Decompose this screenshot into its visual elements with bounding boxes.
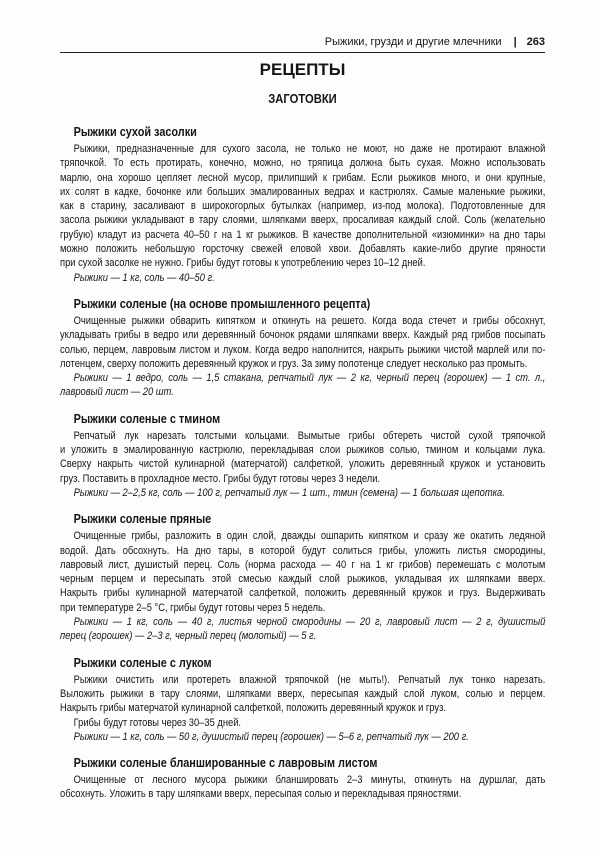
recipe-section [60, 754, 545, 802]
paragraph-line: марлю, она хорошо цепляет лесной мусор, прилипший к грибам. Если рыжиков много, и они крупные, [60, 171, 546, 184]
ingredients-line: Рыжики — 1 ведро, соль — 1,5 стакана, репчатый лук — 2 кг, черный перец (горошек) — 1 ст. л., [73, 372, 546, 385]
paragraph-line: и уложить в эмалированную кастрюлю, перекладывая слои рыжиков солью, тмином и кольцами лука. [60, 444, 546, 457]
paragraph-line: Выложить рыжики в тару слоями, шляпками вверх, пересыпая каждый слой луком, солью и перцем. [60, 687, 546, 700]
paragraph-line: Очищенные грибы, разложить в один слой, дважды ошпарить кипятком и сразу же окатить ледяной [73, 530, 546, 543]
recipe-section [60, 654, 545, 744]
paragraph-line: солью, перцем, лавровым листом и луком. Когда ведро наполнится, накрыть рыжики чистой марлей или по- [60, 343, 546, 356]
running-header [60, 36, 545, 53]
paragraph-line: Грибы будут готовы через 30–35 дней. [73, 716, 242, 729]
paragraph-line: грубую) кладут из расчета 40–50 г на 1 кг рыжиков. В качестве дополнительной «изюминки» на дно тары [60, 228, 546, 241]
running-title: Рыжики, грузди и другие млечники [324, 36, 502, 48]
paragraph-line: при сухой засолке не нужно. Грибы будут готовы к употреблению через 10–12 дней. [60, 257, 426, 270]
paragraph-line: как в старину, засаливают в широкогорлых бутылках (например, из-под молока). Подготовленные для [60, 200, 546, 213]
paragraph-line: их солят в кадке, бочонке или больших эмалированных ведрах и кастрюлях. Самые маленькие рыжики, [60, 185, 546, 198]
paragraph-line: Репчатый лук нарезать толстыми кольцами. Вымытые грибы обтереть чистой сухой тряпочкой [73, 429, 546, 442]
paragraph-line: водой. Дать обсохнуть. На дно тары, в которой будут солиться грибы, уложить листья смородины, [60, 544, 546, 557]
paragraph-line: можно положить небольшую горсточку свежей еловой хвои. Добавлять какие-либо другие пряности [60, 243, 546, 256]
recipe-title: Рыжики соленые бланшированные с лавровым листом [73, 755, 378, 771]
recipe-title: Рыжики соленые с луком [73, 654, 212, 670]
recipe-section [60, 510, 545, 643]
paragraph-line: при температуре 2–5 °C, грибы будут готовы через 5 недель. [60, 601, 326, 614]
recipe-title: Рыжики соленые (на основе промышленного рецепта) [73, 295, 371, 311]
recipe-title: Рыжики соленые пряные [73, 511, 212, 527]
recipe-section [60, 295, 545, 400]
paragraph-line: черным перцем и пересыпать этой смесью каждый слой рыжиков, укладывая их шляпками вверх. [60, 573, 546, 586]
header-separator: | [513, 36, 517, 48]
ingredients-line: Рыжики — 1 кг, соль — 40–50 г. [73, 271, 215, 284]
paragraph-line: укладывать грибы в ведро или деревянный бочонок рядами шляпками вверх. Каждый ряд грибов посыпать [60, 329, 546, 342]
paragraph-line: Очищенные от лесного мусора рыжики бланшировать 2–3 минуты, откинуть на дуршлаг, дать [73, 774, 546, 787]
paragraph-line: лотенцем, сверху положить деревянный кружок и груз. За зиму полотенце следует несколько раз промыть. [60, 357, 528, 370]
ingredients-line: Рыжики — 1 кг, соль — 40 г, листья черной смородины — 20 г, лавровый лист — 2 г, душистый [73, 616, 546, 629]
paragraph-line: Рыжики, предназначенные для сухого засола, не только не моют, но даже не протирают влажной [73, 143, 546, 155]
paragraph-line: Рыжики очистить или протереть влажной тряпочкой (не мыть!). Репчатый лук тонко нарезать. [73, 673, 546, 686]
paragraph-line: тряпочкой. То есть протирать, конечно, можно, но тряпица должна быть сухая. Можно использовать [60, 157, 546, 170]
ingredients-line: лавровый лист — 20 шт. [60, 386, 174, 399]
recipe-section [60, 410, 545, 500]
page-title: РЕЦЕПТЫ [259, 60, 346, 79]
recipes-content [60, 123, 545, 802]
page-subtitle: ЗАГОТОВКИ [268, 92, 337, 106]
recipe-title: Рыжики соленые с тмином [73, 410, 221, 426]
ingredients-line: Рыжики — 1 кг, соль — 50 г, душистый перец (горошек) — 5–6 г, репчатый лук — 200 г. [73, 730, 469, 743]
paragraph-line: Накрыть грибы матерчатой кулинарной салфеткой, положить деревянный кружок и груз. [60, 702, 446, 715]
paragraph-line: Накрыть грибы кулинарной матерчатой салфеткой, положить деревянный кружок и груз. Выдерживать [60, 587, 546, 600]
ingredients-line: перец (горошек) — 2–3 г, черный перец (молотый) — 5 г. [60, 630, 317, 643]
paragraph-line: лавровый лист, душистый перец. Соль (норма расхода — 40 г на 1 кг грибов) перемешать с молотым [60, 558, 546, 571]
recipe-section [60, 123, 545, 285]
recipe-title: Рыжики сухой засолки [73, 124, 197, 139]
paragraph-line: груз. Поставить в прохладное место. Грибы будут готовы через 3 недели. [60, 472, 381, 485]
paragraph-line: засола рыжики укладывают в тару слоями, шляпками вверх, просаливая каждый слой. Соль (желательно [60, 214, 546, 227]
page-number: 263 [526, 36, 545, 48]
paragraph-line: обсохнуть. Уложить в тару шляпками вверх, пересыпая солью и перекладывая пряностями. [60, 788, 462, 801]
paragraph-line: Очищенные рыжики обварить кипятком и откинуть на решето. Когда вода стечет и грибы обсохнут, [73, 314, 546, 327]
paragraph-line: Сверху накрыть чистой кулинарной (матерчатой) салфеткой, уложить деревянный кружок и установить [60, 458, 546, 471]
ingredients-line: Рыжики — 2–2,5 кг, соль — 100 г, репчатый лук — 1 шт., тмин (семена) — 1 большая щепотка. [73, 486, 505, 499]
